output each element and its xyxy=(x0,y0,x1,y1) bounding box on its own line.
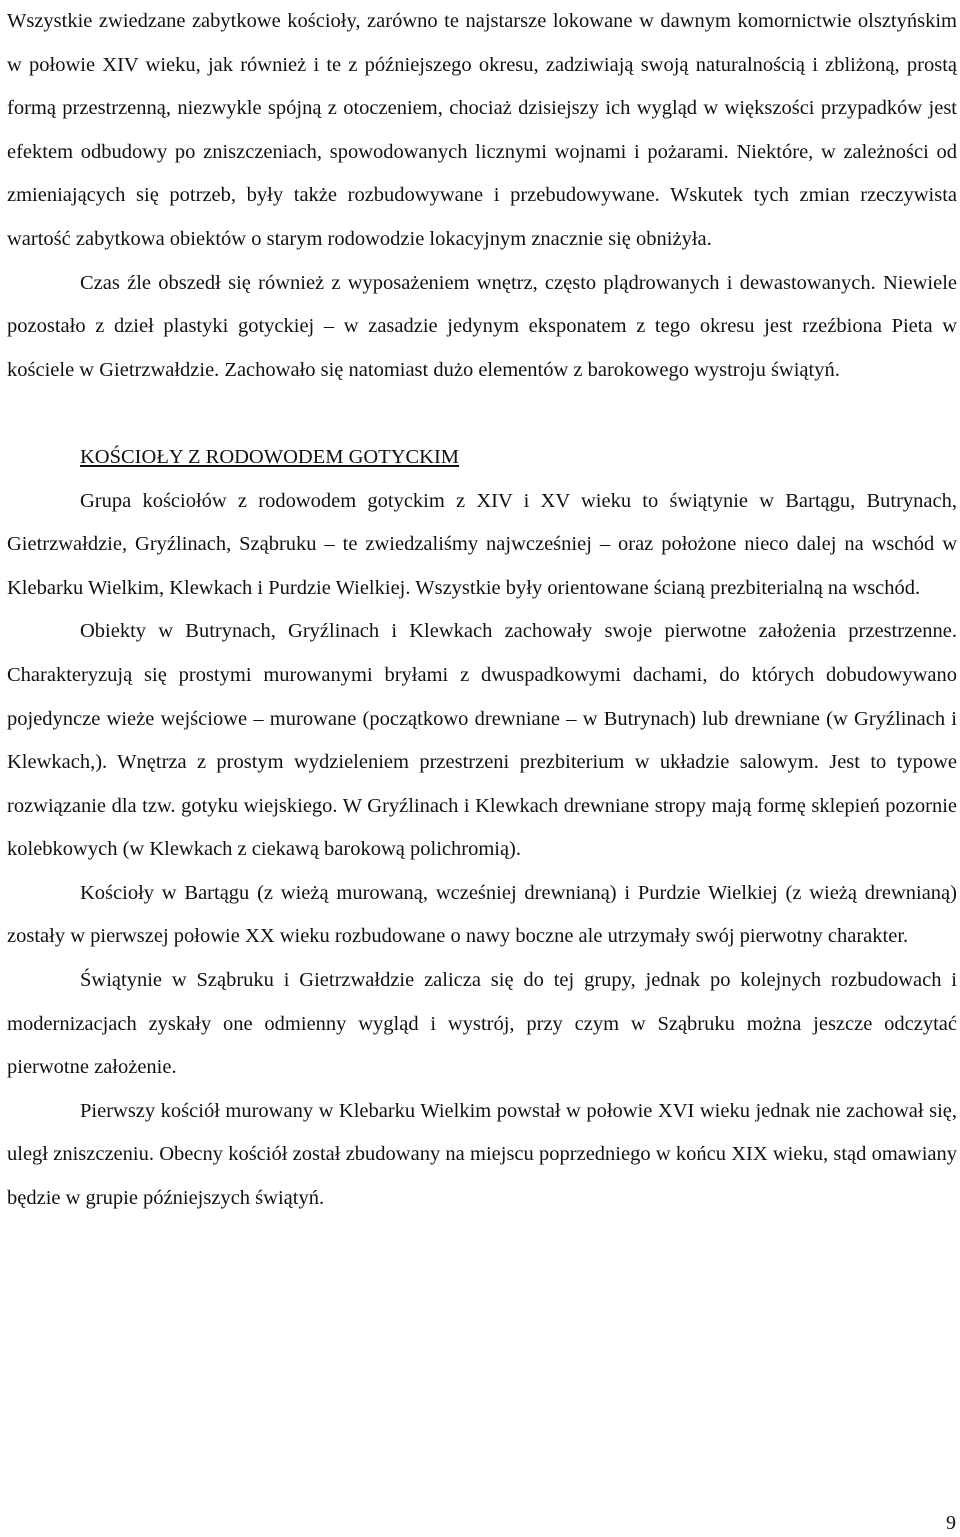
paragraph-modernized-churches: Świątynie w Sząbruku i Gietrzwałdzie zalicza się do tej grupy, jednak po kolejnych rozbudowach i modernizacjach zyskały one odmienny wygląd i wystrój, przy czym w Sząbruku można jeszcze odczytać pierwotne założenie. xyxy=(7,969,957,1079)
document-body xyxy=(7,0,957,1221)
paragraph-intro: Wszystkie zwiedzane zabytkowe kościoły, zarówno te najstarsze lokowane w dawnym komornictwie olsztyńskim w połowie XIV wieku, jak również i te z późniejszego okresu, zadziwiają swoją naturalnością i zbliżoną, prostą formą przestrzenną, niezwykle spójną z otoczeniem, chociaż dzisiejszy ich wygląd w większości przypadków jest efektem odbudowy po zniszczeniach, spowodowanych licznymi wojnami i pożarami. Niektóre, w zależności od zmieniających się potrzeb, były także rozbudowywane i przebudowywane. Wskutek tych zmian rzeczywista wartość zabytkowa obiektów o starym rodowodzie lokacyjnym znacznie się obniżyła. xyxy=(7,10,957,250)
section-spacer xyxy=(7,392,957,436)
paragraph-klebark-church: Pierwszy kościół murowany w Klebarku Wielkim powstał w połowie XVI wieku jednak nie zachował się, uległ zniszczeniu. Obecny kościół został zbudowany na miejscu poprzedniego w końcu XIX wieku, stąd omawiany będzie w grupie późniejszych świątyń. xyxy=(7,1099,957,1210)
page-number: 9 xyxy=(946,1512,956,1534)
paragraph-original-layouts: Obiekty w Butrynach, Gryźlinach i Klewkach zachowały swoje pierwotne założenia przestrzenne. Charakteryzują się prostymi murowanymi bryłami z dwuspadkowymi dachami, do których dobudowywano pojedyncze wieże wejściowe – murowane (początkowo drewniane – w Butrynach) lub drewniane (w Gryźlinach i Klewkach,). Wnętrza z prostym wydzieleniem przestrzeni prezbiterium w układzie salowym. Jest to typowe rozwiązanie dla tzw. gotyku wiejskiego. W Gryźlinach i Klewkach drewniane stropy mają formę sklepień pozornie kolebkowych (w Klewkach z ciekawą barokową polichromią). xyxy=(7,620,957,861)
paragraph-furnishings: Czas źle obszedł się również z wyposażeniem wnętrz, często plądrowanych i dewastowanych. Niewiele pozostało z dzieł plastyki gotyckiej – w zasadzie jedynym eksponatem z tego okresu jest rzeźbiona Pieta w kościele w Gietrzwałdzie. Zachowało się natomiast dużo elementów z barokowego wystroju świątyń. xyxy=(7,271,957,381)
paragraph-gothic-group: Grupa kościołów z rodowodem gotyckim z XIV i XV wieku to świątynie w Bartągu, Butrynach, Gietrzwałdzie, Gryźlinach, Sząbruku – te zwiedzaliśmy najwcześniej – oraz położone nieco dalej na wschód w Klebarku Wielkim, Klewkach i Purdzie Wielkiej. Wszystkie były orientowane ścianą prezbiterialną na wschód. xyxy=(7,489,957,599)
section-heading: KOŚCIOŁY Z RODOWODEM GOTYCKIM xyxy=(80,445,460,468)
paragraph-extended-churches: Kościoły w Bartągu (z wieżą murowaną, wcześniej drewnianą) i Purdzie Wielkiej (z wieżą drewnianą) zostały w pierwszej połowie XX wieku rozbudowane o nawy boczne ale utrzymały swój pierwotny charakter. xyxy=(7,881,957,948)
